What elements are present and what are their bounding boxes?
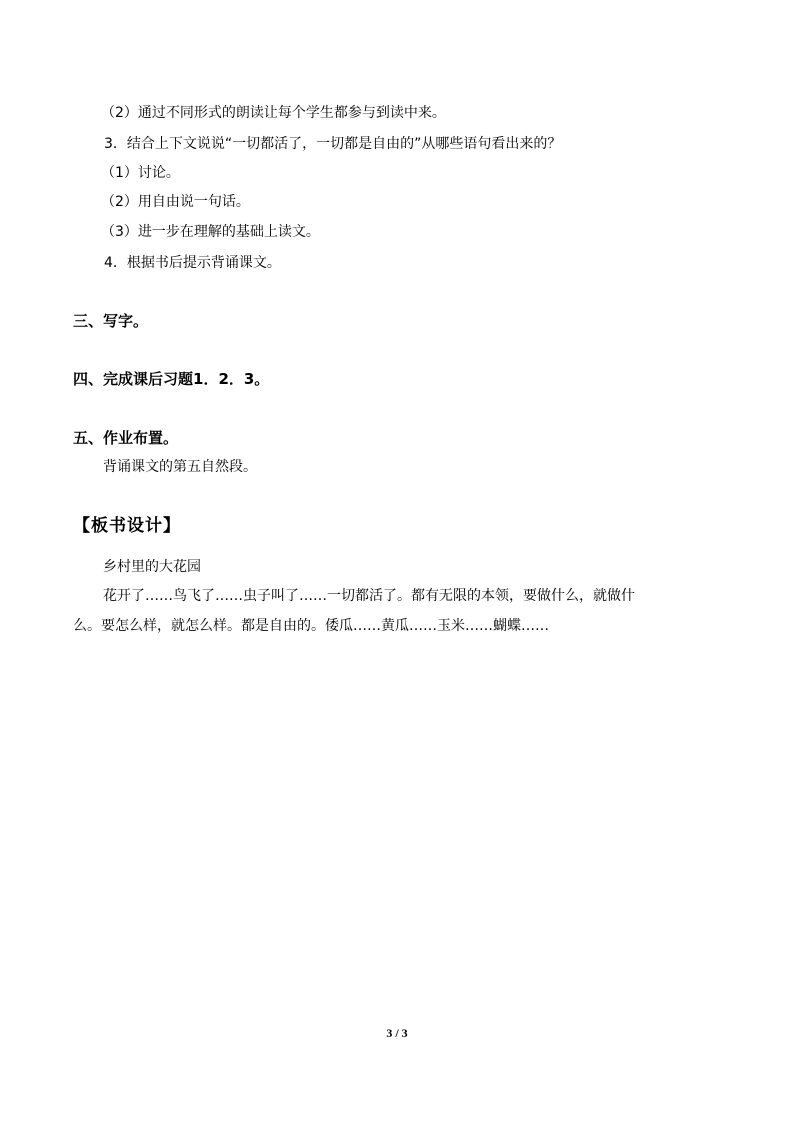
board-line-1: 花开了……鸟飞了……虫子叫了……一切都活了。都有无限的本领，要做什么，就做什 [103, 588, 635, 604]
section-3-heading: 三、写字。 [73, 312, 149, 330]
page-number: 3 / 3 [386, 1026, 408, 1040]
section-4-heading: 四、完成课后习题1．2．3。 [73, 370, 270, 388]
lesson-item-3-1: （1）讨论。 [101, 165, 180, 181]
lesson-item-3-3: （3）进一步在理解的基础上读文。 [101, 224, 320, 240]
section-5-body: 背诵课文的第五自然段。 [103, 459, 257, 475]
board-title: 乡村里的大花园 [103, 559, 201, 575]
lesson-item-3-2: （2）用自由说一句话。 [101, 194, 250, 210]
section-5-heading: 五、作业布置。 [73, 429, 179, 447]
lesson-item-2-2: （2）通过不同形式的朗读让每个学生都参与到读中来。 [101, 105, 446, 121]
board-design-heading: 【板书设计】 [73, 516, 181, 536]
lesson-item-3: 3．结合上下文说说“一切都活了，一切都是自由的”从哪些语句看出来的？ [104, 136, 562, 152]
lesson-item-4: 4．根据书后提示背诵课文。 [104, 255, 281, 271]
board-line-2: 么。要怎么样，就怎么样。都是自由的。倭瓜……黄瓜……玉米……蝴蝶…… [73, 618, 549, 634]
